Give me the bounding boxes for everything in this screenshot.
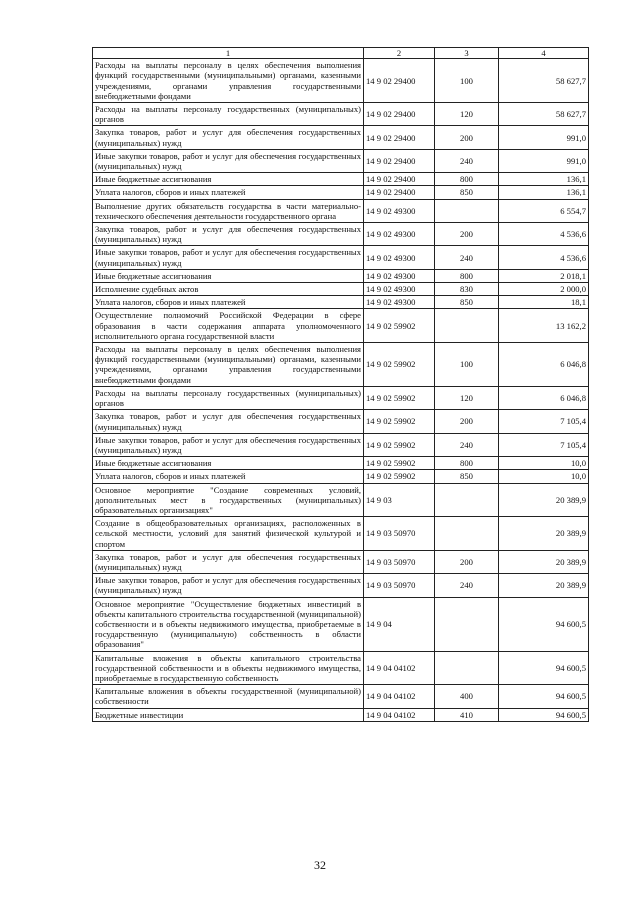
amount-value: 991,0: [499, 126, 589, 149]
target-article-code: 14 9 02 49300: [364, 199, 435, 222]
expense-type-code: 400: [435, 685, 499, 708]
table-row: [93, 685, 589, 708]
table-row: [93, 186, 589, 199]
table-row: [93, 283, 589, 296]
amount-value: 6 554,7: [499, 199, 589, 222]
amount-value: 2 000,0: [499, 283, 589, 296]
target-article-code: 14 9 04 04102: [364, 685, 435, 708]
expense-type-code: 200: [435, 223, 499, 246]
table-row: [93, 386, 589, 409]
expense-name: Уплата налогов, сборов и иных платежей: [93, 296, 364, 309]
target-article-code: 14 9 03: [364, 483, 435, 517]
table-row: [93, 483, 589, 517]
target-article-code: 14 9 03 50970: [364, 574, 435, 597]
expense-type-code: 800: [435, 269, 499, 282]
expense-type-code: 120: [435, 103, 499, 126]
expense-name: Закупка товаров, работ и услуг для обеспечения государственных (муниципальных) нужд: [93, 126, 364, 149]
table-row: [93, 597, 589, 651]
target-article-code: 14 9 03 50970: [364, 550, 435, 573]
target-article-code: 14 9 02 59902: [364, 309, 435, 343]
expense-name: Создание в общеобразовательных организациях, расположенных в сельской местности, условий для занятий физической культурой и спортом: [93, 517, 364, 551]
expense-name: Закупка товаров, работ и услуг для обеспечения государственных (муниципальных) нужд: [93, 550, 364, 573]
target-article-code: 14 9 02 59902: [364, 457, 435, 470]
target-article-code: 14 9 02 49300: [364, 283, 435, 296]
page-number: 32: [314, 858, 326, 872]
expense-type-code: 850: [435, 296, 499, 309]
expense-type-code: 200: [435, 410, 499, 433]
amount-value: 4 536,6: [499, 246, 589, 269]
table-row: [93, 126, 589, 149]
expense-type-code: 240: [435, 574, 499, 597]
amount-value: 58 627,7: [499, 103, 589, 126]
table-body: [93, 59, 589, 722]
target-article-code: 14 9 02 59902: [364, 433, 435, 456]
expense-type-code: 240: [435, 246, 499, 269]
expense-name: Иные закупки товаров, работ и услуг для обеспечения государственных (муниципальных) нужд: [93, 433, 364, 456]
table-row: [93, 550, 589, 573]
target-article-code: 14 9 02 29400: [364, 103, 435, 126]
table-row: [93, 457, 589, 470]
target-article-code: 14 9 04 04102: [364, 651, 435, 685]
target-article-code: 14 9 02 29400: [364, 59, 435, 103]
target-article-code: 14 9 04 04102: [364, 708, 435, 721]
expense-name: Исполнение судебных актов: [93, 283, 364, 296]
target-article-code: 14 9 02 49300: [364, 269, 435, 282]
expense-name: Закупка товаров, работ и услуг для обеспечения государственных (муниципальных) нужд: [93, 410, 364, 433]
table-row: [93, 410, 589, 433]
target-article-code: 14 9 02 29400: [364, 126, 435, 149]
amount-value: 136,1: [499, 173, 589, 186]
target-article-code: 14 9 02 59902: [364, 470, 435, 483]
amount-value: 10,0: [499, 457, 589, 470]
table-row: [93, 59, 589, 103]
amount-value: 20 389,9: [499, 517, 589, 551]
expense-name: Основное мероприятие "Создание современных условий, дополнительных мест в государственных (муниципальных) образовательных организациях": [93, 483, 364, 517]
expense-name: Осуществление полномочий Российской Федерации в сфере образования в части содержания аппарата уполномоченного исполнительного органа государственной власти: [93, 309, 364, 343]
expense-type-code: [435, 309, 499, 343]
expense-name: Расходы на выплаты персоналу государственных (муниципальных) органов: [93, 103, 364, 126]
expense-type-code: [435, 483, 499, 517]
expense-type-code: 200: [435, 550, 499, 573]
amount-value: 58 627,7: [499, 59, 589, 103]
amount-value: 7 105,4: [499, 433, 589, 456]
table-row: [93, 574, 589, 597]
expense-type-code: 240: [435, 433, 499, 456]
table-row: [93, 470, 589, 483]
expense-type-code: 830: [435, 283, 499, 296]
amount-value: 6 046,8: [499, 343, 589, 387]
table-row: [93, 309, 589, 343]
amount-value: 94 600,5: [499, 651, 589, 685]
target-article-code: 14 9 04: [364, 597, 435, 651]
expense-type-code: 100: [435, 59, 499, 103]
amount-value: 20 389,9: [499, 550, 589, 573]
expense-name: Иные закупки товаров, работ и услуг для обеспечения государственных (муниципальных) нужд: [93, 574, 364, 597]
expense-type-code: [435, 199, 499, 222]
table-row: [93, 246, 589, 269]
expense-name: Иные закупки товаров, работ и услуг для обеспечения государственных (муниципальных) нужд: [93, 246, 364, 269]
table-row: [93, 343, 589, 387]
table-row: [93, 433, 589, 456]
expense-name: Основное мероприятие "Осуществление бюджетных инвестиций в объекты капитального строительства государственной (муниципальной) собственности и в объекты недвижимого имущества, приобретаемые в государственную (муниципальную) собственность в области образования": [93, 597, 364, 651]
expense-name: Закупка товаров, работ и услуг для обеспечения государственных (муниципальных) нужд: [93, 223, 364, 246]
expense-name: Уплата налогов, сборов и иных платежей: [93, 470, 364, 483]
target-article-code: 14 9 02 59902: [364, 343, 435, 387]
expense-type-code: 410: [435, 708, 499, 721]
header-col-4: 4: [499, 48, 589, 59]
target-article-code: 14 9 02 49300: [364, 223, 435, 246]
amount-value: 136,1: [499, 186, 589, 199]
amount-value: 94 600,5: [499, 597, 589, 651]
amount-value: 94 600,5: [499, 708, 589, 721]
expense-name: Иные бюджетные ассигнования: [93, 269, 364, 282]
header-col-3: 3: [435, 48, 499, 59]
expense-type-code: 100: [435, 343, 499, 387]
expense-name: Бюджетные инвестиции: [93, 708, 364, 721]
table-row: [93, 517, 589, 551]
amount-value: 94 600,5: [499, 685, 589, 708]
expense-name: Капитальные вложения в объекты капитального строительства государственной собственности и в объекты недвижимого имущества, приобретаемые в государственную собственность: [93, 651, 364, 685]
table-row: [93, 199, 589, 222]
budget-table: [92, 47, 589, 722]
amount-value: 20 389,9: [499, 574, 589, 597]
amount-value: 18,1: [499, 296, 589, 309]
expense-name: Капитальные вложения в объекты государственной (муниципальной) собственности: [93, 685, 364, 708]
expense-name: Иные бюджетные ассигнования: [93, 173, 364, 186]
header-row: [93, 48, 589, 59]
header-col-1: 1: [93, 48, 364, 59]
target-article-code: 14 9 02 29400: [364, 186, 435, 199]
expense-type-code: [435, 651, 499, 685]
amount-value: 4 536,6: [499, 223, 589, 246]
expense-name: Уплата налогов, сборов и иных платежей: [93, 186, 364, 199]
expense-name: Расходы на выплаты персоналу государственных (муниципальных) органов: [93, 386, 364, 409]
expense-type-code: 120: [435, 386, 499, 409]
header-col-2: 2: [364, 48, 435, 59]
expense-type-code: 850: [435, 186, 499, 199]
expense-type-code: [435, 597, 499, 651]
table-row: [93, 149, 589, 172]
expense-name: Расходы на выплаты персоналу в целях обеспечения выполнения функций государственными (муниципальными) органами, казенными учреждениями, органами управления государственными внебюджетными фондами: [93, 343, 364, 387]
table-row: [93, 173, 589, 186]
table-row: [93, 296, 589, 309]
expense-type-code: 240: [435, 149, 499, 172]
target-article-code: 14 9 02 59902: [364, 386, 435, 409]
table-row: [93, 708, 589, 721]
expense-name: Иные закупки товаров, работ и услуг для обеспечения государственных (муниципальных) нужд: [93, 149, 364, 172]
amount-value: 2 018,1: [499, 269, 589, 282]
amount-value: 13 162,2: [499, 309, 589, 343]
table-row: [93, 223, 589, 246]
expense-type-code: 800: [435, 457, 499, 470]
expense-type-code: 850: [435, 470, 499, 483]
amount-value: 991,0: [499, 149, 589, 172]
amount-value: 10,0: [499, 470, 589, 483]
expense-name: Расходы на выплаты персоналу в целях обеспечения выполнения функций государственными (муниципальными) органами, казенными учреждениями, органами управления государственными внебюджетными фондами: [93, 59, 364, 103]
table-header: [93, 48, 589, 59]
expense-type-code: 800: [435, 173, 499, 186]
expense-name: Выполнение других обязательств государства в части материально-технического обеспечения деятельности государственного органа: [93, 199, 364, 222]
target-article-code: 14 9 02 49300: [364, 296, 435, 309]
table-row: [93, 651, 589, 685]
amount-value: 7 105,4: [499, 410, 589, 433]
table-row: [93, 269, 589, 282]
amount-value: 20 389,9: [499, 483, 589, 517]
table-row: [93, 103, 589, 126]
target-article-code: 14 9 02 49300: [364, 246, 435, 269]
expense-type-code: 200: [435, 126, 499, 149]
target-article-code: 14 9 02 59902: [364, 410, 435, 433]
expense-name: Иные бюджетные ассигнования: [93, 457, 364, 470]
target-article-code: 14 9 02 29400: [364, 173, 435, 186]
expense-type-code: [435, 517, 499, 551]
amount-value: 6 046,8: [499, 386, 589, 409]
target-article-code: 14 9 02 29400: [364, 149, 435, 172]
target-article-code: 14 9 03 50970: [364, 517, 435, 551]
